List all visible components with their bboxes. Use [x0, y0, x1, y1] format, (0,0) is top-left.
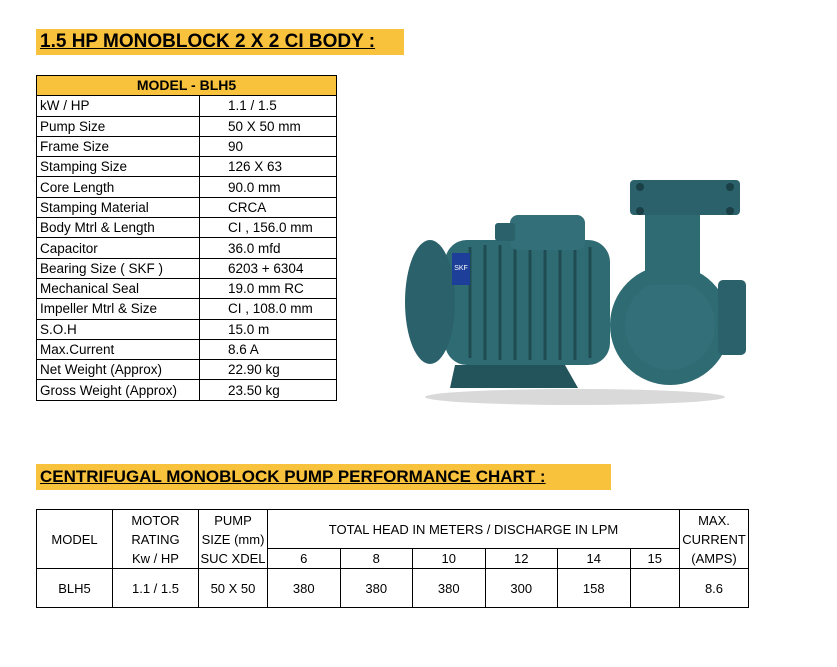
spec-rows	[37, 96, 337, 400]
spec-table	[36, 75, 337, 401]
spec-label: Frame Size	[37, 136, 200, 156]
spec-value: 36.0 mfd	[200, 238, 337, 258]
spec-value: 126 X 63	[200, 157, 337, 177]
terminal-box	[510, 215, 585, 250]
spec-value: 19.0 mm RC	[200, 278, 337, 298]
model-header: MODEL - BLH5	[37, 76, 337, 96]
spec-value: 1.1 / 1.5	[200, 96, 337, 116]
spec-value: 6203 + 6304	[200, 258, 337, 278]
spec-value: 8.6 A	[200, 339, 337, 359]
spec-value: CRCA	[200, 197, 337, 217]
skf-badge-text: SKF	[454, 265, 468, 272]
row-max-current: 8.6	[680, 569, 749, 608]
discharge-value: 380	[268, 569, 341, 608]
discharge-value	[630, 569, 680, 608]
spec-row	[37, 238, 337, 258]
spec-value: 22.90 kg	[200, 360, 337, 380]
spec-value: 15.0 m	[200, 319, 337, 339]
spec-label: kW / HP	[37, 96, 200, 116]
suction-flange	[718, 280, 746, 355]
spec-label: Pump Size	[37, 116, 200, 136]
spec-row	[37, 339, 337, 359]
spec-row	[37, 218, 337, 238]
spec-row	[37, 177, 337, 197]
row-rating: 1.1 / 1.5	[113, 569, 199, 608]
spec-label: Body Mtrl & Length	[37, 218, 200, 238]
discharge-value: 380	[340, 569, 413, 608]
spec-value: CI , 156.0 mm	[200, 218, 337, 238]
col-pump-size: PUMP SIZE (mm) SUC XDEL	[199, 510, 268, 569]
spec-row	[37, 258, 337, 278]
spec-row	[37, 157, 337, 177]
spec-value: 90	[200, 136, 337, 156]
spec-row	[37, 319, 337, 339]
spec-label: Mechanical Seal	[37, 278, 200, 298]
spec-label: Stamping Material	[37, 197, 200, 217]
spec-label: Bearing Size ( SKF )	[37, 258, 200, 278]
spec-row	[37, 116, 337, 136]
spec-value: 50 X 50 mm	[200, 116, 337, 136]
spec-label: S.O.H	[37, 319, 200, 339]
col-model: MODEL	[37, 510, 113, 569]
spec-value: 23.50 kg	[200, 380, 337, 400]
cable-gland	[495, 223, 515, 241]
pump-base	[450, 365, 578, 388]
spec-row	[37, 136, 337, 156]
spec-row	[37, 278, 337, 298]
row-pump-size: 50 X 50	[199, 569, 268, 608]
pump-shadow	[425, 389, 725, 405]
head-value: 14	[558, 549, 631, 569]
spec-label: Gross Weight (Approx)	[37, 380, 200, 400]
discharge-value: 300	[485, 569, 558, 608]
head-value: 15	[630, 549, 680, 569]
head-value: 12	[485, 549, 558, 569]
spec-value: 90.0 mm	[200, 177, 337, 197]
spec-label: Core Length	[37, 177, 200, 197]
spec-label: Stamping Size	[37, 157, 200, 177]
pump-casing-inner	[625, 280, 715, 370]
table-row	[37, 569, 749, 608]
spec-row	[37, 299, 337, 319]
spec-row	[37, 96, 337, 116]
delivery-flange	[630, 180, 740, 215]
page-title: 1.5 HP MONOBLOCK 2 X 2 CI BODY :	[36, 29, 404, 55]
col-head-title: TOTAL HEAD IN METERS / DISCHARGE IN LPM	[268, 510, 680, 549]
pump-image	[400, 175, 750, 410]
head-value: 10	[413, 549, 486, 569]
spec-row	[37, 380, 337, 400]
spec-label: Capacitor	[37, 238, 200, 258]
row-model: BLH5	[37, 569, 113, 608]
performance-table	[36, 509, 749, 608]
spec-label: Net Weight (Approx)	[37, 360, 200, 380]
spec-label: Impeller Mtrl & Size	[37, 299, 200, 319]
motor-end-cap	[405, 240, 455, 364]
col-max-current: MAX. CURRENT (AMPS)	[680, 510, 749, 569]
spec-row	[37, 197, 337, 217]
spec-row	[37, 360, 337, 380]
col-motor-rating: MOTOR RATING Kw / HP	[113, 510, 199, 569]
discharge-value: 158	[558, 569, 631, 608]
spec-label: Max.Current	[37, 339, 200, 359]
chart-title: CENTRIFUGAL MONOBLOCK PUMP PERFORMANCE CHART :	[36, 464, 611, 490]
discharge-value: 380	[413, 569, 486, 608]
head-value: 8	[340, 549, 413, 569]
head-value: 6	[268, 549, 341, 569]
spec-value: CI , 108.0 mm	[200, 299, 337, 319]
